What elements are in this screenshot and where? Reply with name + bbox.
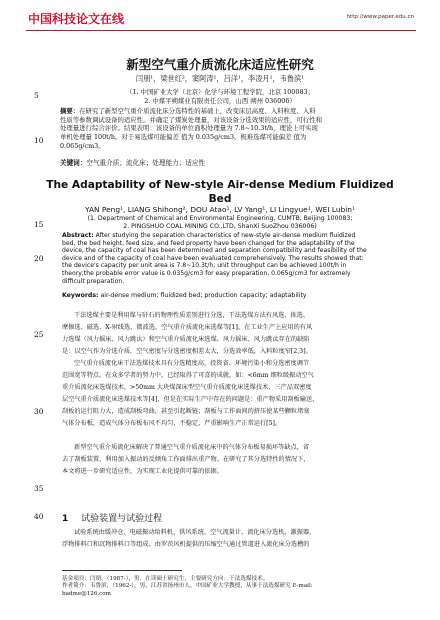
abstract-en-line: device, the capacity of coal has been determined and separation compatibility and feasibility of the [62,247,367,255]
keywords-en: Keywords: air-dense medium; fluidized bed; production capacity; adaptability [62,292,307,299]
paper-title-en: The Adaptability of New-style Air-dense Medium Fluidized Bed [46,179,394,205]
authors-en: YAN Peng¹, LIANG Shihong², DOU Atao¹, LV Yang¹, LI Lingyue¹, WEI Lubin¹ [85,205,355,214]
body-line: 范围宽等特点。在众多学者的努力中，已经取得了可喜的成就，如：<6mm 细粒级振动空气 [62,372,314,379]
abstract-en-line: device and of the capacity of coal have been evaluated comprehensively. The results showed that: [62,254,364,262]
line-number: 15 [34,220,44,229]
body-line: 是：以空气作为分选介质，空气密度与分选密度相差太大，分选效率低，入料粒度窄[2,3]。 [62,348,312,355]
footnote-fund: 基金项目：闫朋，（1987-），男，在读硕士研究生，主要研究方向：干法选煤技术。 [62,576,269,582]
body-line: 力选煤（风力摇床、风力跳汰）和空气重介质流化床选煤。风力摇床、风力跳汰存在的缺陷 [62,336,310,343]
line-number: 25 [34,330,44,339]
body-paragraph-3-cont [62,454,416,478]
abstract-en-line: bed, the bed height, feed size, and feed property have been changed for the adaptability of the [62,239,355,247]
keywords-cn: 关键词：空气重介质；流化床；处理能力；适应性 [60,159,206,167]
body-line: 空气重介质流化床干法选煤技术具有分选精度高、投资省、环境污染小和分选密度调节 [74,360,310,367]
header-rule [26,30,416,31]
line-number: 5 [34,91,39,100]
line-number: 35 [34,484,44,493]
body-line: 气体分布板，造成气体分布板布风不均匀，不稳定，严重影响生产正常运行[5]。 [62,420,282,427]
abstract-cn-label: 摘要： [60,107,80,115]
line-number: 40 [34,512,44,521]
abstract-en-line: theory;the probable error value is 0.035g/cm3 for easy preparation, 0.065g/cm3 for extremely [62,269,351,277]
footnotes [62,576,416,598]
body-paragraph-2 [62,358,416,370]
body-line: 新型空气重介质流化床解决了普通空气重介质流化床中的气体分布板易损坏等缺点，省 [74,444,310,451]
body-line: 重介质流化床选煤技术，>50mm 大块煤深床型空气重介质流化床选煤技术，三产品双密度 [62,384,312,391]
body-paragraph-4 [62,527,416,539]
abstract-en [62,232,414,285]
page-header [0,0,440,44]
affiliation-en-2: 2. PINGSHUO COAL MINING CO.,LTD, ShanXi SuoZhou 036006) [123,223,317,230]
abstract-cn-line: 性质等参数调试设备的适应性。并确定了煤炭处理量，对该设备分选效果的适应性，可行性和 [60,115,323,124]
affiliation-en-1: (1. Department of Chemical and Environmental Engineering, CUMTB, Beijing 100083; [87,215,353,222]
body-line: 摩擦选、磁选、X-射线选、微波选、空气重介质流化床选煤等[1]。在工业生产上应用的有风 [62,324,313,331]
line-number: 20 [34,254,44,263]
abstract-cn-line: 0.065g/cm3。 [60,141,105,150]
body-line: 干法选煤主要是利用煤与矸石的物理性质差别进行分选，干法选煤方法有风选、拣选、 [74,312,310,319]
body-line: 浮物排料口和沉物排料口等组成。由罗茨风机提供的压缩空气通过管道进入流化床分选槽的 [62,541,310,548]
footnote-author: 作者简介：韦鲁滨，（1962-），男，江苏省扬州市人，中国矿业大学教授，从事干法选煤研究 E-mail: [62,583,313,590]
affiliation-cn-1: （1. 中国矿业大学（北京）化学与环境工程学院，北京 100083； [126,88,314,96]
line-number: 30 [34,407,44,416]
section-title: 试验装置与试验过程 [81,514,163,524]
section-heading-1 [62,511,162,524]
body-line: 本文将进一步研究适应性，为实现工业化提供可靠的依据。 [62,468,223,475]
line-number: 10 [34,136,44,145]
section-number: 1 [62,514,69,524]
body-paragraph-1-cont [62,322,416,358]
body-line: 试验系统由缓冲仓、电磁振动给料机、供风系统、空气流量计、流化床分选机、激振器、 [74,529,316,536]
abstract-cn-line: 单机处理量 100t/h。对于易选煤可能偏差 值为 0.035g/cm3，极难选煤可能偏差 值为 [60,133,307,142]
affiliation-cn-2: 2. 中煤平朔煤业有限责任公司，山西 朔州 036006） [144,97,296,105]
abstract-cn-line: 处理量进行综合评价。结果表明：该设备的单位面积处理量为 7.8~10.3t/h，理论上可实现 [60,124,318,133]
body-paragraph-4-cont [62,539,416,551]
body-paragraph-3 [62,442,416,454]
site-url[interactable]: http://www.paper.edu.cn [346,14,414,20]
authors-cn: 闫朋¹，梁世红²，窦阿涛¹，吕洋¹，李凌月¹，韦鲁滨¹ [135,74,305,83]
site-logo[interactable]: 中国科技论文在线 [28,12,125,26]
abstract-cn [60,107,415,151]
body-paragraph-1 [62,310,416,322]
body-line: 刮板的运行阻力大，造成刮板弯曲，甚至引起断链；刮板与工作面间的挤压使某些颗粒堵塞 [62,408,310,415]
paper-title-cn: 新型空气重介质流化床适应性研究 [126,57,314,72]
body-paragraph-2-cont [62,370,416,430]
footnote-rule [62,570,182,571]
body-line: 去了刮板装置，利用加入振动的反倾角工作面排出重产物。在研究了其分选特性的情况下， [62,456,310,463]
footnote-email[interactable]: badme@126.com [62,590,111,597]
body-line: 层空气重介质流化床选煤技术等[4]，但是在实际生产中存在的问题是：重产物采用刮板输送， [62,396,319,403]
abstract-en-line: the device's capacity per unit area is 7.8~10.3t/h; unit throughput can be achieved 100t/h in [62,262,347,270]
abstract-en-label: Abstract: [62,232,94,239]
keywords-cn-label: 关键词： [60,159,87,167]
abstract-cn-line: 摘要：在研究了新型空气重介质流化床分选特性的基础上，改变床层高度、入料粒度、入料 [60,107,316,115]
abstract-en-line: Abstract: After studying the separation characteristics of new-style air-dense medium fluidized [62,232,356,239]
abstract-en-line: difficult preparation. [62,277,125,285]
keywords-en-label: Keywords: [62,292,99,299]
